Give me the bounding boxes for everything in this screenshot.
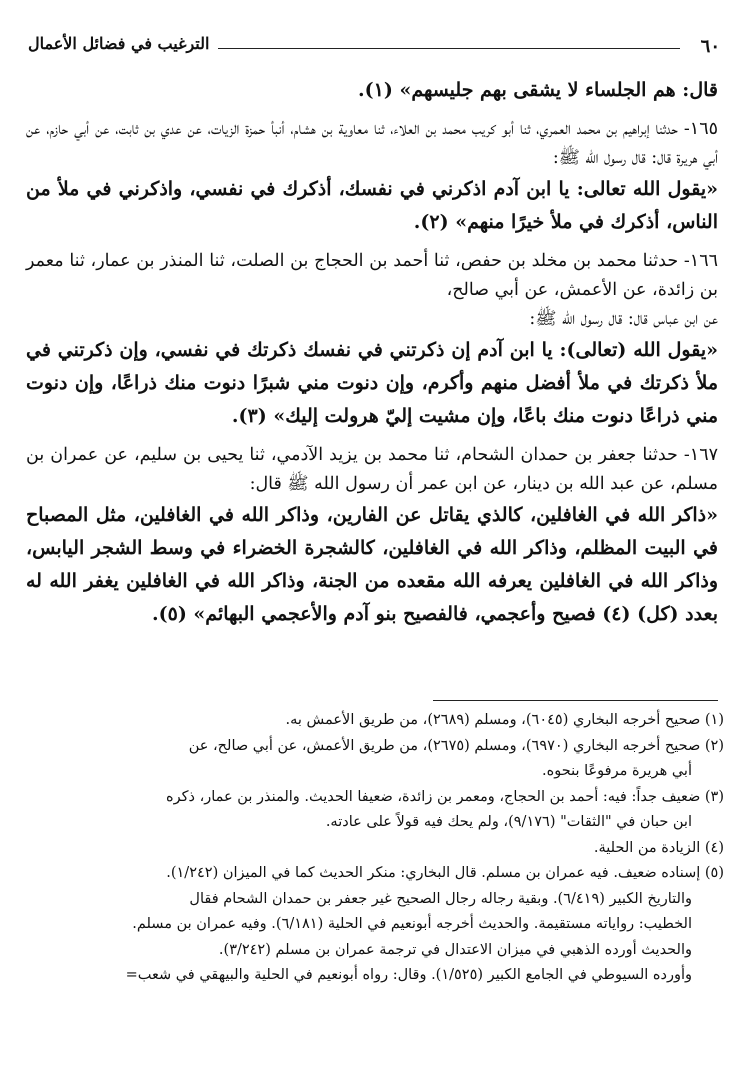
book-title: الترغيب في فضائل الأعمال bbox=[28, 34, 210, 53]
main-text bbox=[26, 74, 718, 631]
running-header bbox=[28, 36, 720, 60]
hadith-165-matn: «يقول الله تعالى: يا ابن آدم اذكرني في نفسك، أذكرك في نفسي، واذكرني في ملأ من الناس، أذكرك في ملأ خيرًا منهم» (٢). bbox=[26, 178, 718, 233]
footnote-5-cont-3: والحديث أورده الذهبي في ميزان الاعتدال في ترجمة عمران بن مسلم (٣/٢٤٢). bbox=[218, 941, 692, 958]
text-line-1: قال: هم الجلساء لا يشقى بهم جليسهم» (١). bbox=[358, 79, 718, 101]
footnote-separator bbox=[433, 700, 718, 701]
footnote-1: (١) صحيح أخرجه البخاري (٦٠٤٥)، ومسلم (٢٦٨٩)، من طريق الأعمش به. bbox=[285, 712, 724, 728]
hadith-165-isnad: ١٦٥- حدثنا إبراهيم بن محمد العمري، ثنا أبو كريب محمد بن العلاء، ثنا معاوية بن هشام، أنبأ حمزة الزيات، عن عدي بن ثابت، عن أبي حازم، عن أبي هريرة قال: قال رسول الله ﷺ: bbox=[26, 119, 718, 168]
footnote-3: (٣) ضعيف جداً: فيه: أحمد بن الحجاج، ومعمر بن زائدة، ضعيفا الحديث. والمنذر بن عمار، ذكره bbox=[166, 788, 724, 805]
hadith-166-narrator: عن ابن عباس قال: قال رسول الله ﷺ: bbox=[529, 309, 718, 329]
footnote-4: (٤) الزيادة من الحلية. bbox=[593, 839, 724, 856]
footnote-5-cont-2: الخطيب: رواياته مستقيمة. والحديث أخرجه أبونعيم في الحلية (٦/١٨١). وفيه عمران بن مسلم. bbox=[132, 916, 692, 932]
hadith-166-matn: «يقول الله (تعالى): يا ابن آدم إن ذكرتني في نفسك ذكرتك في نفسي، وإن ذكرتني في ملأ ذكرتك في ملأ أفضل منهم وأكرم، وإن دنوت مني شبرًا دنوت منك ذراعًا، وإن دنوت مني ذراعًا دنوت منك باعًا، وإن مشيت إليّ هرولت إليك» (٣). bbox=[26, 339, 718, 427]
header-rule bbox=[218, 48, 680, 49]
hadith-166-isnad: ١٦٦- حدثنا محمد بن مخلد بن حفص، ثنا أحمد بن الحجاج بن الصلت، ثنا المنذر بن عمار، ثنا معمر بن زائدة، عن الأعمش، عن أبي صالح، bbox=[26, 251, 718, 300]
footnote-2: (٢) صحيح أخرجه البخاري (٦٩٧٠)، ومسلم (٢٦٧٥)، من طريق الأعمش، عن أبي صالح، عن bbox=[188, 737, 724, 754]
footnote-3-cont: ابن حبان في "الثقات" (٩/١٧٦)، ولم يحك فيه قولاً على عادته. bbox=[325, 814, 692, 830]
footnote-2-cont: أبي هريرة مرفوعًا بنحوه. bbox=[542, 763, 692, 779]
footnote-5: (٥) إسناده ضعيف. فيه عمران بن مسلم. قال البخاري: منكر الحديث كما في الميزان (١/٢٤٢). bbox=[166, 865, 724, 881]
hadith-167-matn: «ذاكر الله في الغافلين، كالذي يقاتل عن الفارين، وذاكر الله في الغافلين، مثل المصباح في البيت المظلم، وذاكر الله في الغافلين، كالشجرة الخضراء في وسط الشجر اليابس، وذاكر الله في الغافلين يعرفه الله مقعده من الجنة، وذاكر الله في الغافلين يغفر الله له بعدد (كل) (٤) فصيح وأعجمي، فالفصيح بنو آدم والأعجمي البهائم» (٥). bbox=[26, 504, 718, 625]
page-number: ٦٠ bbox=[700, 36, 720, 57]
hadith-167-isnad: ١٦٧- حدثنا جعفر بن حمدان الشحام، ثنا محمد بن يزيد الآدمي، ثنا يحيى بن سليم، عن عمران بن مسلم، عن عبد الله بن دينار، عن ابن عمر أن رسول الله ﷺ قال: bbox=[26, 445, 718, 494]
footnotes bbox=[26, 708, 724, 989]
footnote-5-cont-1: والتاريخ الكبير (٦/٤١٩). وبقية رجاله رجال الصحيح غير جعفر بن حمدان الشحام فقال bbox=[189, 890, 692, 907]
footnote-5-cont-4: وأورده السيوطي في الجامع الكبير (١/٥٢٥). وقال: رواه أبونعيم في الحلية والبيهقي في شعب= bbox=[125, 967, 692, 983]
